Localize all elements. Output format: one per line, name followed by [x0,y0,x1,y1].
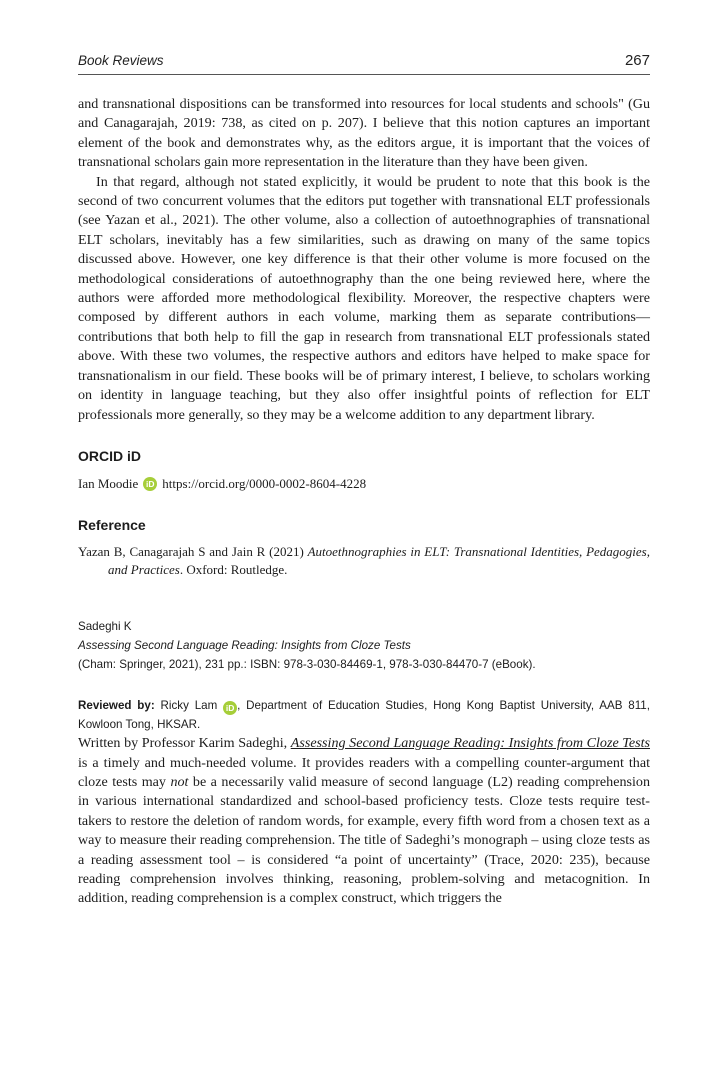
reviewer-orcid-icon[interactable]: iD [223,701,237,715]
orcid-icon: iD [143,477,157,491]
orcid-link[interactable]: https://orcid.org/0000-0002-8604-4228 [162,476,367,492]
reference-publisher: . Oxford: Routledge. [179,562,288,578]
review-book-pub-info: (Cham: Springer, 2021), 231 pp.: ISBN: 978-3-030-84469-1, 978-3-030-84470-7 (eBook). [78,658,536,672]
orcid-heading: ORCID iD [78,447,141,464]
paragraph-1: and transnational dispositions can be transformed into resources for local students and schools" (Gu and Canagarajah, 2019: 738, as cited on p. 207). I believe that this notion captures an important element of the book and demonstrates why, as the editors argue, it is important that the voices of transnational scholars gain more representation in the literature than they have been given. [78,96,650,171]
header-rule [78,74,650,75]
reference-title: Autoethnographies in ELT: Transnational Identities, Pedagogies, and Practices [108,544,650,578]
paragraph-2: In that regard, although not stated explicitly, it would be prudent to note that this book is the second of two concurrent volumes that the editors put together with transnational ELT professionals (see Yazan et al., 2021). The other volume, also a collection of autoethnographies of transnational ELT scholars, inevitably has a few similarities, such as drawing on many of the same topics discussed above. However, one key difference is that their other volume is more focused on the methodological considerations of autoethnography than the one being reviewed here, where the authors were afforded more methodological flexibility. Moreover, the respective chapters were composed by different authors in each volume, marking them as separate contributions—contributions that both help to fill the gap in research from transnational ELT professionals stated above. With these two volumes, the respective authors and editors have helped to make space for transnationalism in our field. These books will be of primary interest, I believe, to scholars working on identity in language teaching, but they also offer insightful points of reflection for ELT professionals more generally, so they may be a welcome addition to any department library. [78,173,650,423]
review-book-author: Sadeghi K [78,620,132,634]
review-body-paragraph [78,734,650,909]
review-body-text-1: Written by Professor Karim Sadeghi, [78,735,291,752]
page-number: 267 [624,52,650,69]
review-body-book-title: Assessing Second Language Reading: Insights from Cloze Tests [290,735,650,752]
orcid-entry [78,474,650,493]
reviewer-name: Ricky Lam [160,699,218,713]
page-body [78,95,650,909]
review-body-emphasis: not [170,773,189,790]
running-head [78,52,650,69]
reference-entry [78,543,650,579]
review-book-title: Assessing Second Language Reading: Insights from Cloze Tests [78,639,411,653]
reviewer-affiliation: , Department of Education Studies, Hong Kong Baptist University, AAB 811, Kowloon Tong, HKSAR. [78,699,650,732]
journal-section-title: Book Reviews [78,53,164,68]
reference-authors: Yazan B, Canagarajah S and Jain R (2021) [78,544,304,560]
reference-heading: Reference [78,516,146,533]
review-body-text-2: is a timely and much-needed volume. It provides readers with a compelling counter-argument that cloze tests may [78,754,650,790]
reviewed-by-label: Reviewed by: [78,699,155,713]
review-body-text-3: be a necessarily valid measure of second language (L2) reading comprehension in various international standardized and school-based proficiency tests. Cloze tests require test-takers to restore the deletion of random words, for example, every fifth word from a chosen text as a way to measure their reading comprehension. The title of Sadeghi’s monograph – using cloze tests as a reading assessment tool – is considered “a point of uncertainty” (Trace, 2020: 235), because reading comprehension involves thinking, reasoning, problem-solving and metacognition. In addition, reading comprehension is a complex construct, which triggers the [78,773,650,907]
review-book-info [78,617,650,674]
reviewed-by-line [78,696,650,734]
orcid-author-name: Ian Moodie [78,476,139,492]
